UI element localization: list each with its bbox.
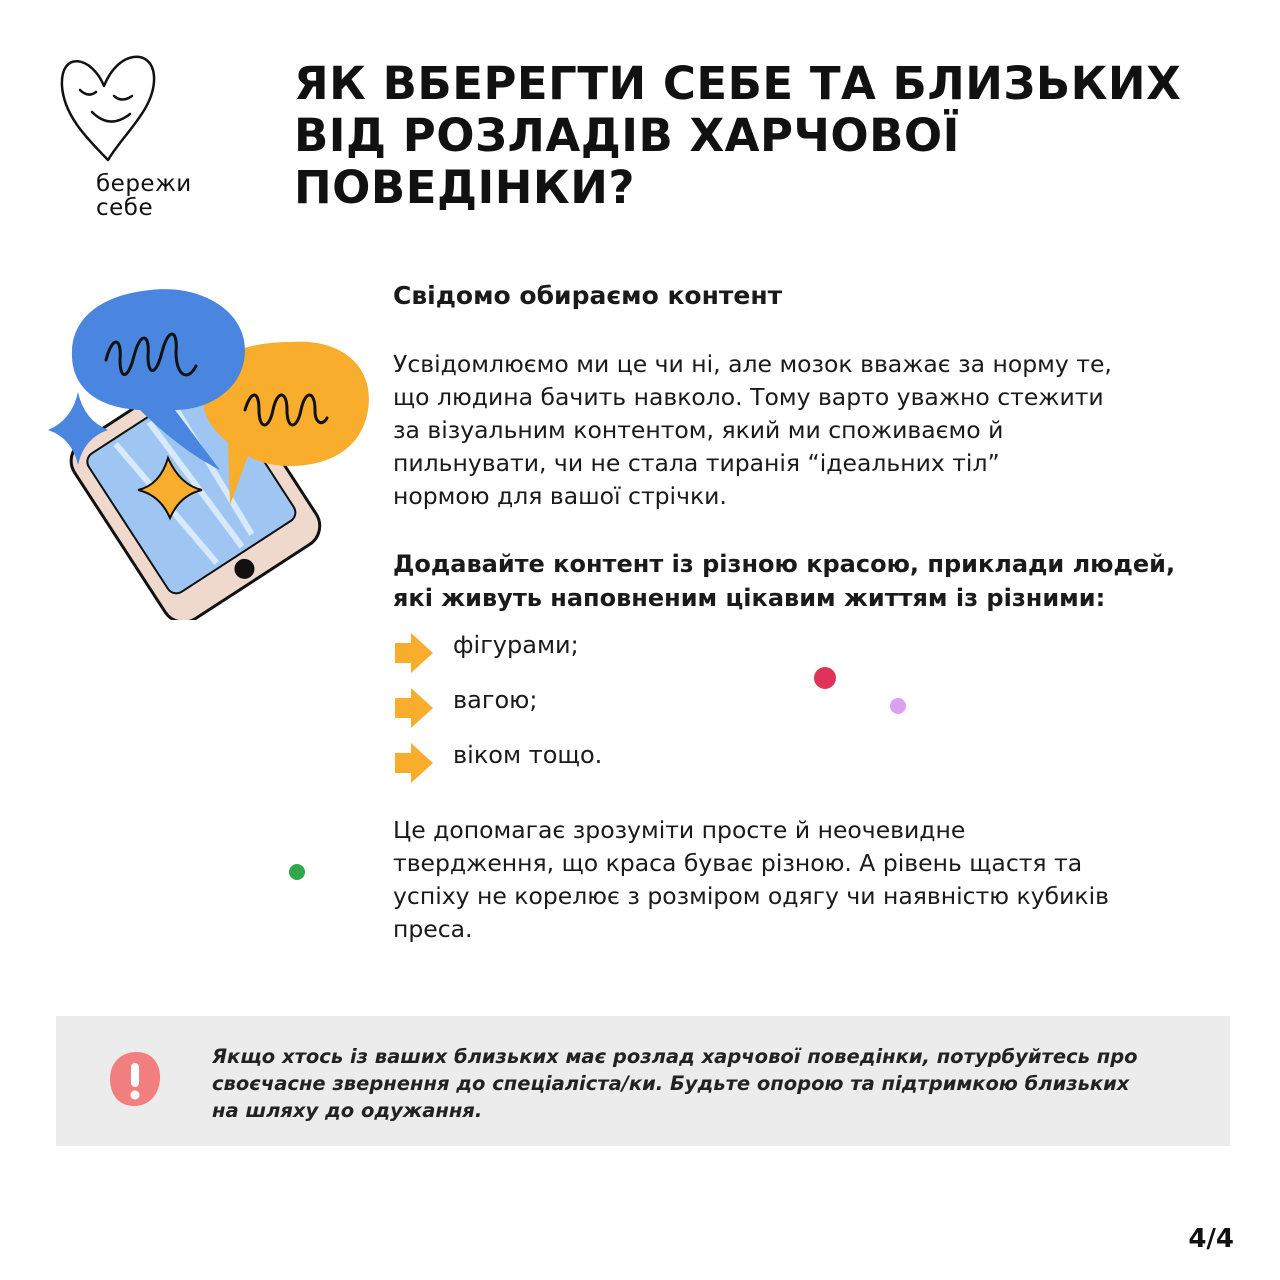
title-line-2: ВІД РОЗЛАДІВ ХАРЧОВОЇ: [294, 109, 960, 162]
list-item: [393, 680, 1233, 735]
recommendation-line: які живуть наповненим цікавим життям із різними:: [393, 584, 1106, 612]
notice-box: [56, 1016, 1230, 1146]
main-content: [393, 280, 1233, 946]
logo-line-2: себе: [96, 195, 154, 221]
notice-line: на шляху до одужання.: [212, 1099, 483, 1122]
list-item-label: фігурами;: [453, 631, 579, 659]
recommendation-line: Додавайте контент із різною красою, приклади людей,: [393, 550, 1176, 578]
intro-line: що людина бачить навколо. Тому варто уважно стежити: [393, 383, 1104, 411]
notice-line: Якщо хтось із ваших близьких має розлад харчової поведінки, потурбуйтесь про: [212, 1045, 1138, 1068]
decorative-dot-pink: [890, 698, 906, 714]
section-heading: Свідомо обираємо контент: [393, 281, 783, 310]
list-item: [393, 735, 1233, 790]
arrow-right-icon: [393, 631, 435, 675]
exclamation-icon: [107, 1049, 163, 1109]
heart-face-icon: [52, 48, 162, 173]
decorative-dot-green: [289, 864, 305, 880]
phone-chat-illustration: [40, 280, 380, 620]
notice-line: своєчасне звернення до спеціаліста/ки. Будьте опорою та підтримкою близьких: [212, 1072, 1130, 1095]
closing-line: успіху не корелює з розміром одягу чи наявністю кубиків: [393, 882, 1109, 910]
intro-line: нормою для вашої стрічки.: [393, 482, 727, 510]
closing-line: твердження, що краса буває різною. А рівень щастя та: [393, 849, 1083, 877]
list-item-label: віком тощо.: [453, 741, 603, 769]
page-number: 4/4: [1188, 1224, 1234, 1254]
logo-wordmark: [96, 172, 192, 220]
arrow-right-icon: [393, 741, 435, 785]
intro-line: Усвідомлюємо ми це чи ні, але мозок вважає за норму те,: [393, 350, 1112, 378]
list-item-label: вагою;: [453, 686, 538, 714]
closing-line: преса.: [393, 915, 473, 943]
title-line-3: ПОВЕДІНКИ?: [294, 161, 635, 214]
notice-text: [212, 1043, 1192, 1124]
decorative-dot-red: [814, 667, 836, 689]
list-item: [393, 625, 1233, 680]
page-title: [294, 58, 1254, 214]
brand-logo: [52, 48, 212, 228]
closing-line: Це допомагає зрозуміти просте й неочевидне: [393, 816, 966, 844]
arrow-right-icon: [393, 686, 435, 730]
recommendation-paragraph: [393, 547, 1233, 615]
intro-line: пильнувати, чи не стала тиранія “ідеальних тіл”: [393, 449, 1000, 477]
intro-line: за візуальним контентом, який ми споживаємо й: [393, 416, 1004, 444]
phone-with-speech-bubbles-icon: [40, 280, 380, 620]
bullet-list: [393, 625, 1233, 790]
closing-paragraph: [393, 814, 1233, 946]
title-line-1: ЯК ВБЕРЕГТИ СЕБЕ ТА БЛИЗЬКИХ: [294, 57, 1182, 110]
intro-paragraph: [393, 348, 1233, 513]
logo-line-1: бережи: [96, 171, 192, 197]
